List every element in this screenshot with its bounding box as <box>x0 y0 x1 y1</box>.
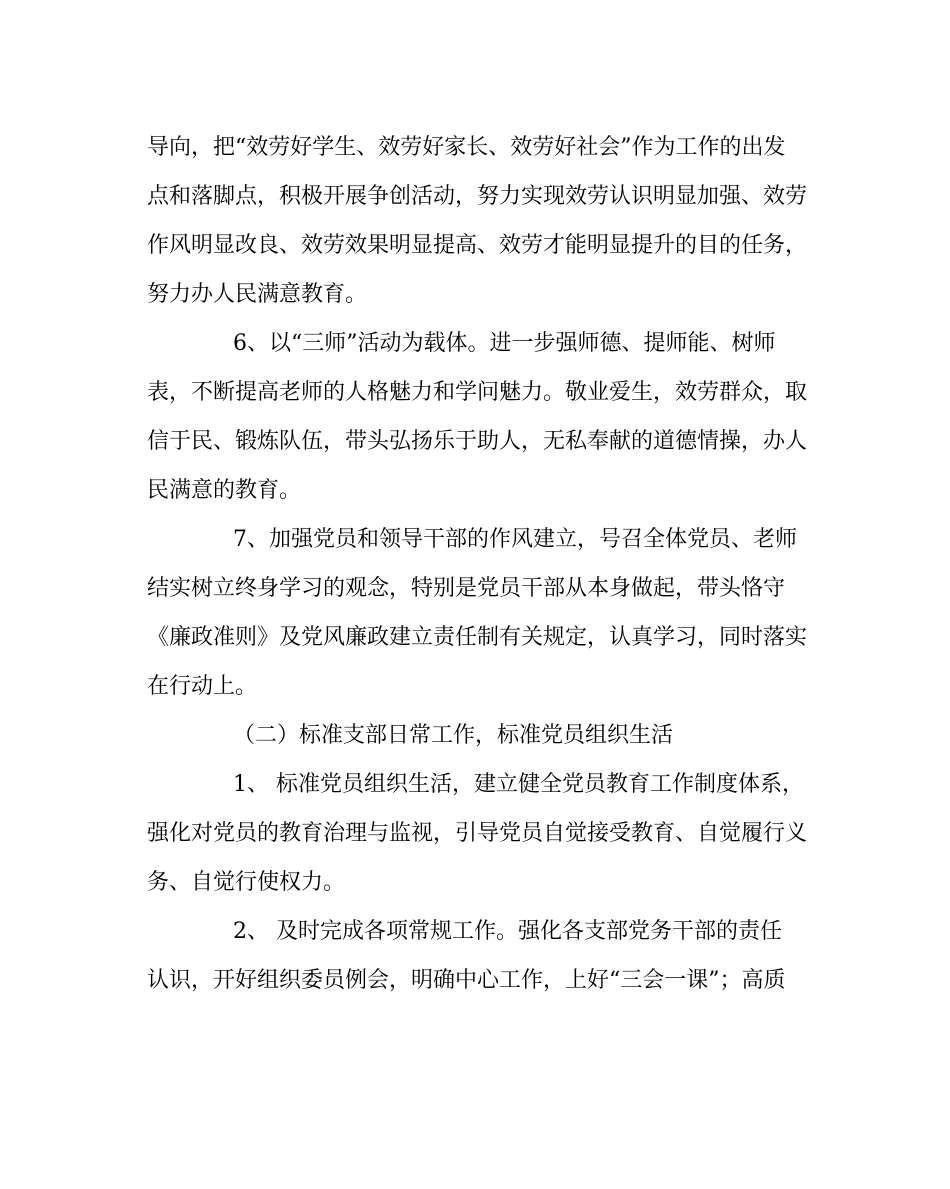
text-line: 在行动上。 <box>147 674 258 699</box>
text-line: 7、加强党员和领导干部的作风建立，号召全体党员、老师 <box>233 527 797 552</box>
text-line: 2、 及时完成各项常规工作。强化各支部党务干部的责任 <box>233 919 782 944</box>
text-line: 结实树立终身学习的观念，特别是党员干部从本身做起，带头恪守 <box>147 576 786 601</box>
text-line: 导向，把“效劳好学生、效劳好家长、效劳好社会”作为工作的出发 <box>147 135 786 160</box>
text-line: 作风明显改良、效劳效果明显提高、效劳才能明显提升的目的任务， <box>147 233 808 258</box>
text-line: 1、 标准党员组织生活，建立健全党员教育工作制度体系， <box>233 772 804 797</box>
text-line: 民满意的教育。 <box>147 478 302 503</box>
text-line: 努力办人民满意教育。 <box>147 282 368 307</box>
text-line: 点和落脚点，积极开展争创活动，努力实现效劳认识明显加强、效劳 <box>147 184 808 209</box>
text-line: 《廉政准则》及党风廉政建立责任制有关规定，认真学习，同时落实 <box>147 625 808 650</box>
text-line: 认识，开好组织委员例会，明确中心工作，上好“三会一课”；高质 <box>147 968 786 993</box>
text-line: 表，不断提高老师的人格魅力和学问魅力。敬业爱生，效劳群众，取 <box>147 380 808 405</box>
text-line: 6、以“三师”活动为载体。进一步强师德、提师能、树师 <box>233 331 776 356</box>
text-line: 强化对党员的教育治理与监视，引导党员自觉接受教育、自觉履行义 <box>147 821 808 846</box>
text-line: 务、自觉行使权力。 <box>147 870 346 895</box>
text-line: 信于民、锻炼队伍，带头弘扬乐于助人，无私奉献的道德情操，办人 <box>147 429 808 454</box>
section-heading: （二）标准支部日常工作，标准党员组织生活 <box>233 723 674 748</box>
